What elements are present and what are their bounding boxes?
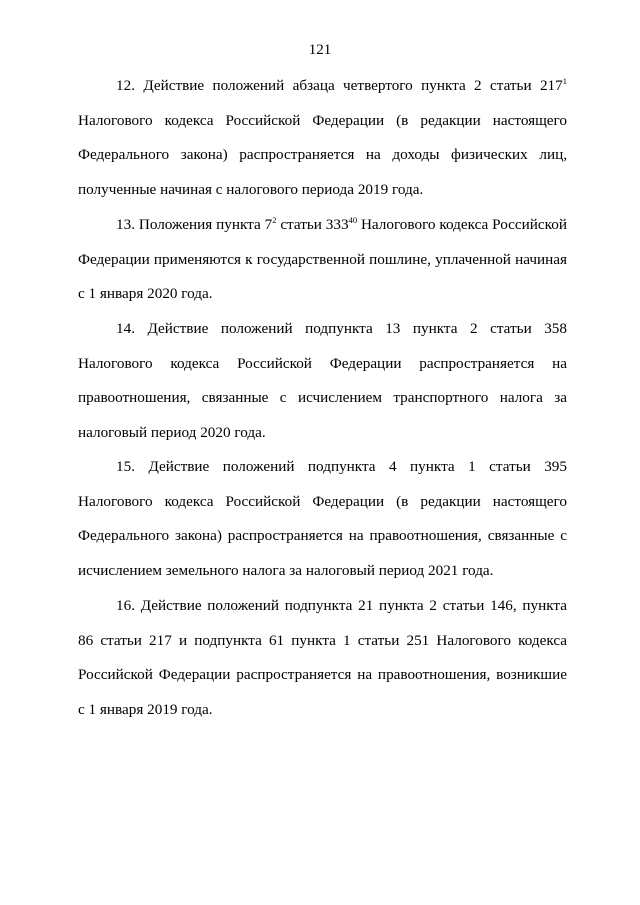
superscript-40: 40 — [348, 215, 358, 225]
paragraph-16: 16. Действие положений подпункта 21 пункта 2 статьи 146, пункта 86 статьи 217 и подпункта 61 пункта 1 статьи 251 Налогового кодекса Российской Федерации распространяется на правоотношения, возникшие с 1 января 2019 года. — [78, 597, 567, 718]
paragraph-15: 15. Действие положений подпункта 4 пункта 1 статьи 395 Налогового кодекса Российской Федерации (в редакции настоящего Федерального закона) распространяется на правоотношения, связанные с исчислением земельного налога за налоговый период 2021 года. — [78, 458, 567, 579]
paragraph-12-text-end: Налогового кодекса Российской Федерации (в редакции настоящего Федерального закона) распространяется на доходы физических лиц, полученные начиная с налогового периода 2019 года. — [78, 111, 567, 198]
page-number: 121 — [308, 42, 332, 58]
paragraph-14: 14. Действие положений подпункта 13 пункта 2 статьи 358 Налогового кодекса Российской Федерации распространяется на правоотношения, связанные с исчислением транспортного налога за налоговый период 2020 года. — [78, 320, 567, 441]
paragraph-12 — [78, 69, 567, 207]
paragraph-12-text-start: 12. Действие положений абзаца четвертого пункта 2 статьи 217 — [116, 77, 563, 94]
paragraph-13 — [78, 208, 567, 312]
superscript-1: 1 — [562, 76, 567, 86]
paragraph-13-part-1: 13. Положения пункта 7 — [116, 216, 273, 233]
paragraph-13-part-3: Налогового кодекса Российской Федерации применяются к государственной пошлине, уплаченной начиная с 1 января 2020 года. — [78, 216, 567, 302]
paragraph-13-part-2: статьи 333 — [276, 216, 349, 233]
superscript-2: 2 — [272, 215, 277, 225]
